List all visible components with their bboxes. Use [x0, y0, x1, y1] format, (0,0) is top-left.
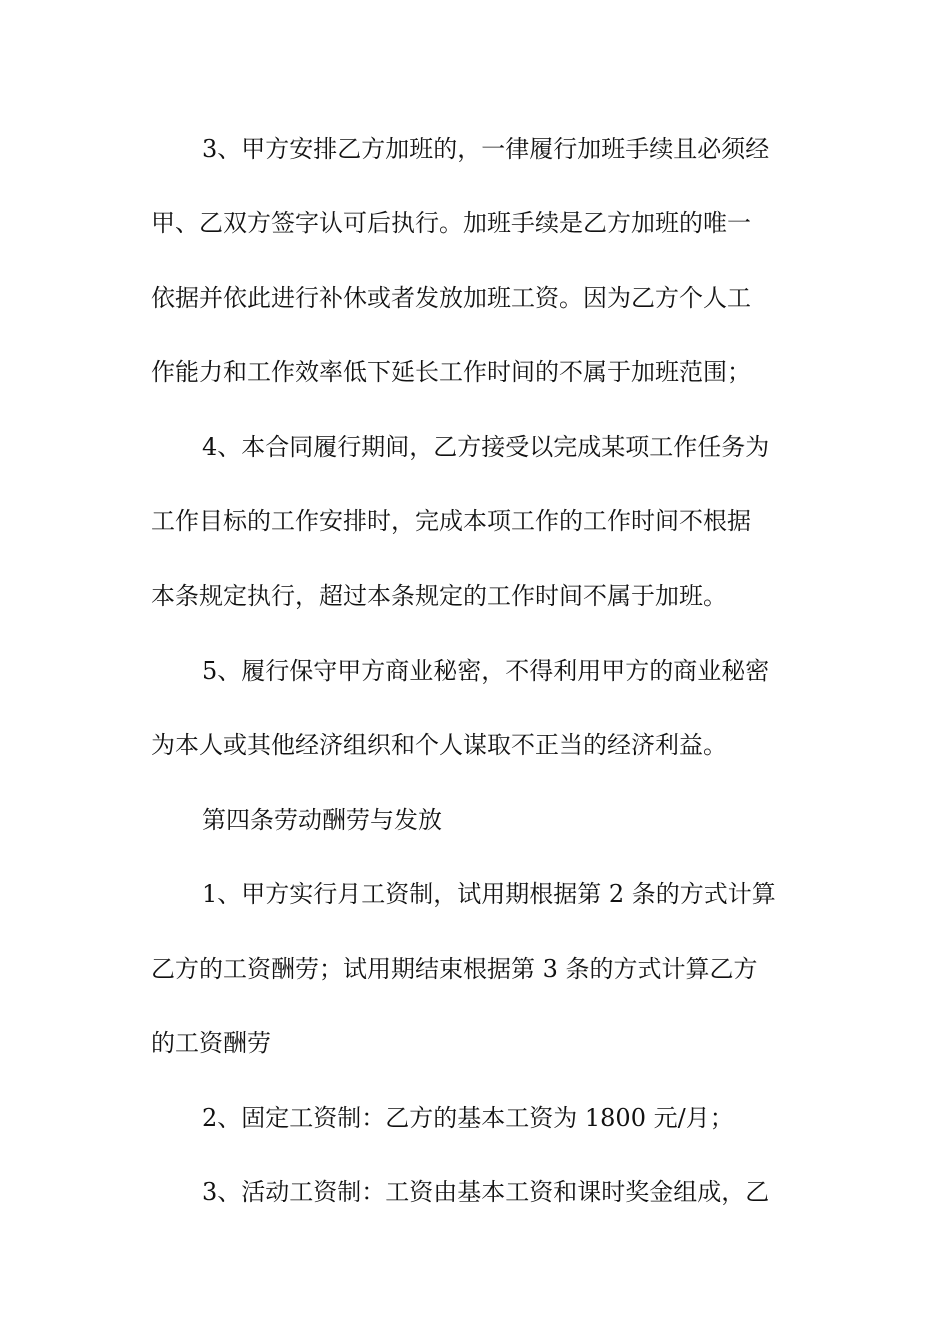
section-heading: 第四条劳动酬劳与发放: [202, 806, 442, 834]
wage-item-3-line-1: 3、活动工资制：工资由基本工资和课时奖金组成，乙: [202, 1178, 770, 1206]
wage-item-1-line-3: 的工资酬劳: [151, 1029, 271, 1057]
wage-item-2: 2、固定工资制：乙方的基本工资为 1800 元/月；: [202, 1104, 734, 1132]
paragraph-4-line-1: 4、本合同履行期间，乙方接受以完成某项工作任务为: [202, 433, 770, 461]
paragraph-5-line-2: 为本人或其他经济组织和个人谋取不正当的经济利益。: [151, 731, 727, 759]
paragraph-5-line-1: 5、履行保守甲方商业秘密，不得利用甲方的商业秘密: [202, 657, 770, 685]
paragraph-3-line-1: 3、甲方安排乙方加班的，一律履行加班手续且必须经: [202, 135, 770, 163]
wage-item-1-line-1: 1、甲方实行月工资制，试用期根据第 2 条的方式计算: [202, 880, 776, 908]
wage-item-1-line-2: 乙方的工资酬劳；试用期结束根据第 3 条的方式计算乙方: [151, 955, 758, 983]
paragraph-3-line-4: 作能力和工作效率低下延长工作时间的不属于加班范围；: [151, 358, 751, 386]
paragraph-3-line-3: 依据并依此进行补休或者发放加班工资。因为乙方个人工: [151, 284, 751, 312]
paragraph-3-line-2: 甲、乙双方签字认可后执行。加班手续是乙方加班的唯一: [151, 209, 751, 237]
paragraph-4-line-3: 本条规定执行，超过本条规定的工作时间不属于加班。: [151, 582, 727, 610]
paragraph-4-line-2: 工作目标的工作安排时，完成本项工作的工作时间不根据: [151, 507, 751, 535]
